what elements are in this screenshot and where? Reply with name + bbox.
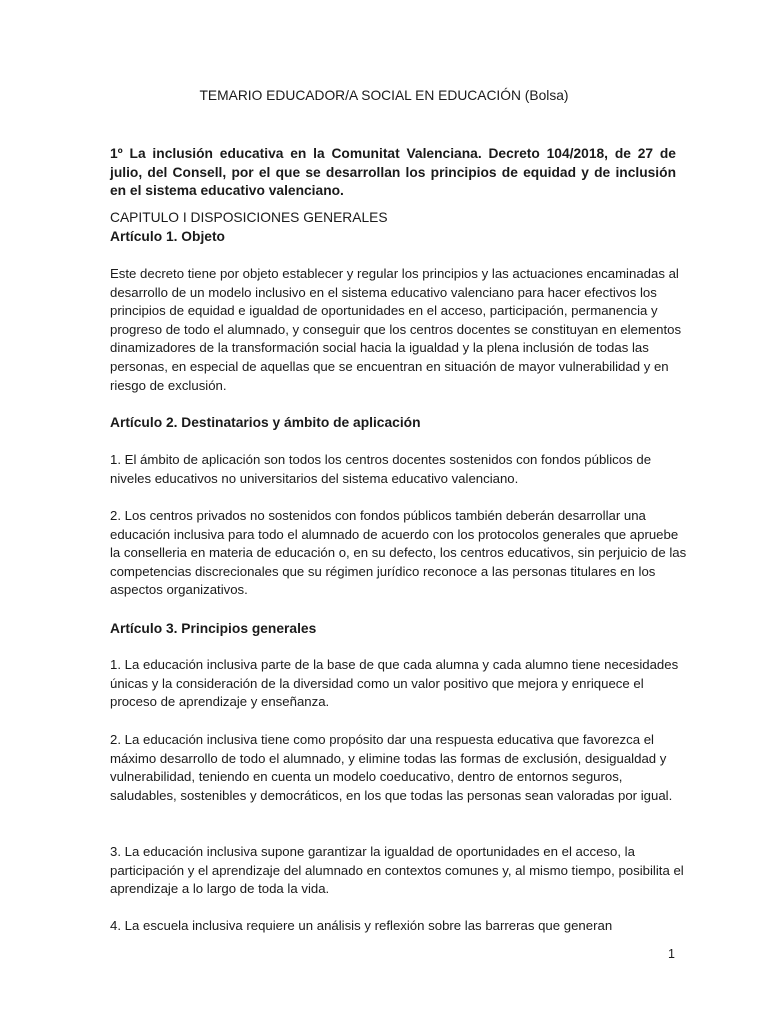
article-3-title: Artículo 3. Principios generales bbox=[110, 621, 317, 636]
article-1-title: Artículo 1. Objeto bbox=[110, 229, 225, 244]
document-title: TEMARIO EDUCADOR/A SOCIAL EN EDUCACIÓN (Bolsa) bbox=[199, 88, 569, 103]
article-3-paragraph-4: 4. La escuela inclusiva requiere un análisis y reflexión sobre las barreras que generan bbox=[110, 918, 613, 933]
article-2-title: Artículo 2. Destinatarios y ámbito de aplicación bbox=[110, 415, 421, 430]
section-heading: 1º La inclusión educativa en la Comunitat Valenciana. Decreto 104/2018, de 27 de julio, del Consell, por el que se desarrollan los principios de equidad y de inclusión en el sistema educativo valenciano. bbox=[110, 146, 676, 198]
article-3-paragraph-3: 3. La educación inclusiva supone garantizar la igualdad de oportunidades en el acceso, la participación y el aprendizaje del alumnado en contextos comunes y, al mismo tiempo, posibilita el aprendizaje a lo largo de toda la vida. bbox=[110, 844, 684, 897]
article-3-paragraph-2: 2. La educación inclusiva tiene como propósito dar una respuesta educativa que favorezca el máximo desarrollo de todo el alumnado, y elimine todas las formas de exclusión, desigualdad y vulnerabilidad, teniendo en cuenta un modelo coeducativo, dentro de entornos seguros, saludables, sostenibles y democráticos, en los que todas las personas sean valoradas por igual. bbox=[110, 732, 673, 803]
article-3-paragraph-1: 1. La educación inclusiva parte de la base de que cada alumna y cada alumno tiene necesidades únicas y la consideración de la diversidad como un valor positivo que mejora y enriquece el proceso de aprendizaje y enseñanza. bbox=[110, 657, 679, 710]
page-number: 1 bbox=[668, 947, 675, 961]
article-2-paragraph-2: 2. Los centros privados no sostenidos con fondos públicos también deberán desarrollar una educación inclusiva para todo el alumnado de acuerdo con los protocolos generales que apruebe la conselleria en materia de educación o, en su defecto, los centros educativos, sin perjuicio de las competencias discrecionales que su régimen jurídico reconoce a las personas titulares en los aspectos organizativos. bbox=[110, 508, 687, 598]
article-2-paragraph-1: 1. El ámbito de aplicación son todos los centros docentes sostenidos con fondos públicos de niveles educativos no universitarios del sistema educativo valenciano. bbox=[110, 452, 652, 486]
article-1-paragraph: Este decreto tiene por objeto establecer y regular los principios y las actuaciones encaminadas al desarrollo de un modelo inclusivo en el sistema educativo valenciano para hacer efectivos los principios de equidad e igualdad de oportunidades en el acceso, participación, permanencia y progreso de todo el alumnado, y conseguir que los centros docentes se constituyan en elementos dinamizadores de la transformación social hacia la igualdad y la plena inclusión de todas las personas, en especial de aquellas que se encuentran en situación de mayor vulnerabilidad y en riesgo de exclusión. bbox=[110, 266, 682, 393]
chapter-heading: CAPITULO I DISPOSICIONES GENERALES bbox=[110, 210, 388, 225]
